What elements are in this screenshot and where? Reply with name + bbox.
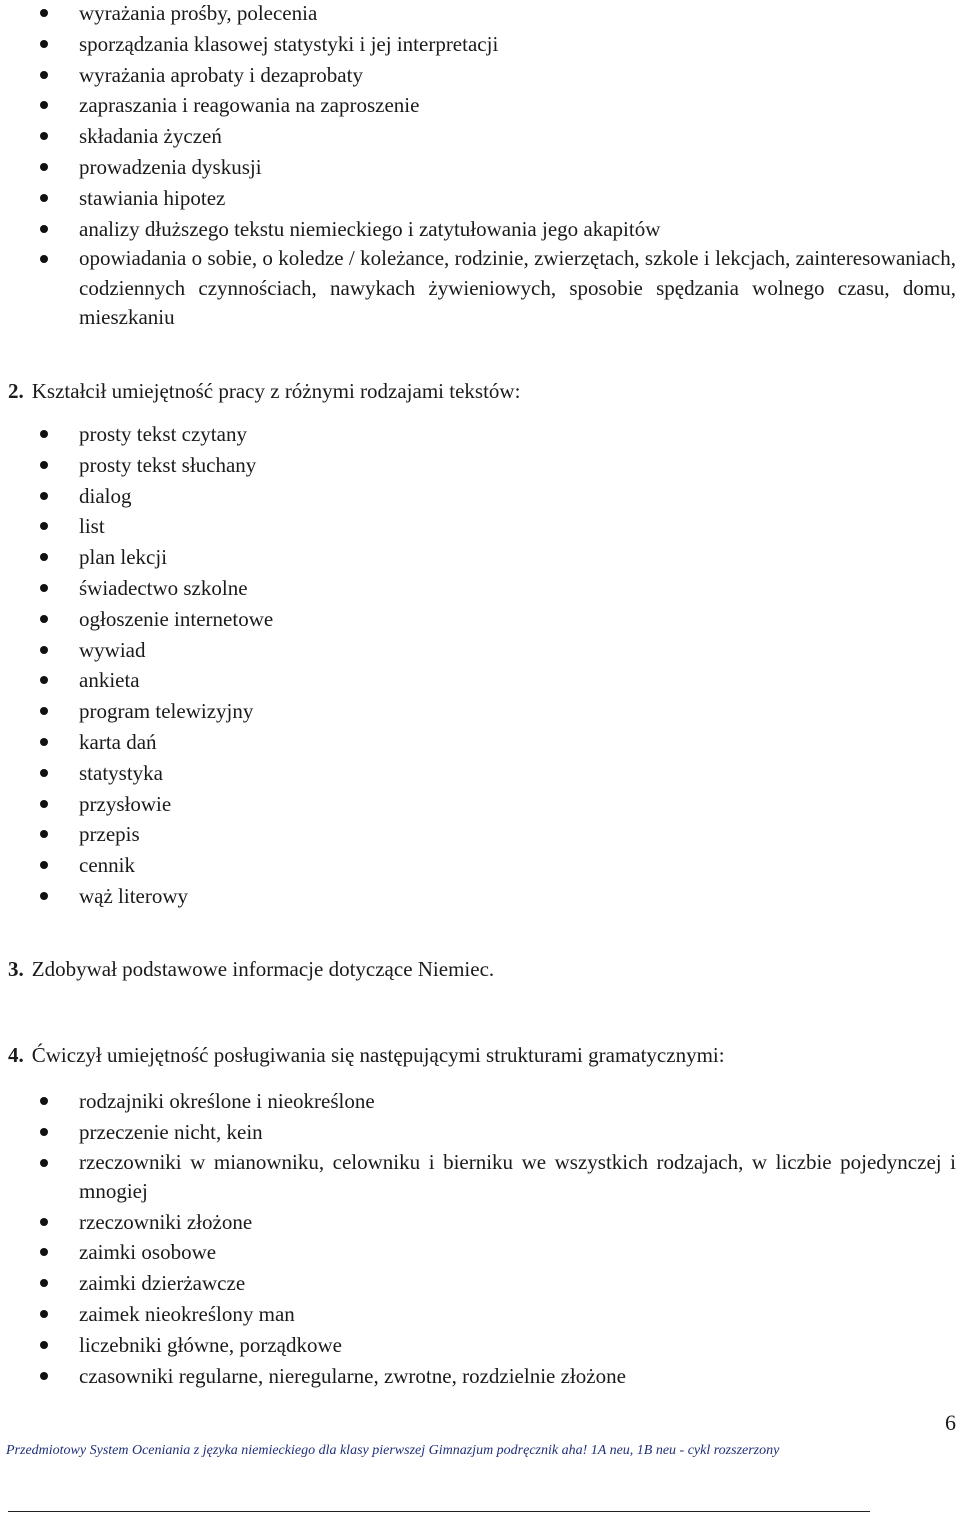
list-item: [0, 1361, 960, 1392]
list-item-text: przeczenie nicht, kein: [79, 1119, 263, 1144]
bullet-icon: [40, 1372, 48, 1380]
list-item-text: program telewizyjny: [79, 699, 254, 724]
list-item: [0, 573, 960, 604]
list-item: [0, 1237, 960, 1268]
list-item: [0, 419, 960, 450]
bullet-icon: [40, 584, 48, 592]
list-item: [0, 789, 960, 820]
list-item: [0, 450, 960, 481]
list-item-text: zaimek nieokreślony man: [79, 1301, 295, 1326]
list-item: [0, 1299, 960, 1330]
skills-list: [0, 0, 960, 333]
section-title: Zdobywał podstawowe informacje dotyczące Niemiec.: [31, 957, 495, 981]
bullet-icon: [40, 1310, 48, 1318]
list-item-text: wyrażania prośby, polecenia: [79, 1, 318, 25]
list-item-text: rzeczowniki złożone: [79, 1209, 253, 1234]
list-item: [0, 121, 960, 152]
list-item-text: dialog: [79, 483, 132, 508]
list-item-text: prosty tekst słuchany: [79, 452, 257, 477]
list-item-text: prowadzenia dyskusji: [79, 154, 262, 179]
list-item-text: karta dań: [79, 729, 157, 754]
bullet-icon: [40, 255, 48, 263]
list-item: [0, 881, 960, 912]
bullet-icon: [40, 676, 48, 684]
bullet-icon: [40, 615, 48, 623]
section-2-heading: [8, 376, 520, 406]
list-item-text: stawiania hipotez: [79, 185, 226, 210]
list-item-text: sporządzania klasowej statystyki i jej interpretacji: [79, 31, 499, 56]
section-3-heading: [8, 954, 494, 984]
page-number: 6: [945, 1410, 956, 1435]
bullet-icon: [40, 830, 48, 838]
bullet-icon: [40, 163, 48, 171]
section-number: 2.: [8, 379, 24, 403]
section-number: 4.: [8, 1043, 24, 1067]
list-item: [0, 90, 960, 121]
bullet-icon: [40, 861, 48, 869]
bullet-icon: [40, 707, 48, 715]
list-item-text: zaimki osobowe: [79, 1240, 217, 1265]
bullet-icon: [40, 1097, 48, 1105]
list-item-text: prosty tekst czytany: [79, 422, 247, 446]
list-item-text: rzeczowniki w mianowniku, celowniku i bierniku we wszystkich rodzajach, w liczbie pojedynczej i mnogiej: [79, 1149, 956, 1204]
list-item-text: list: [79, 514, 105, 539]
bullet-icon: [40, 522, 48, 530]
list-item: [0, 152, 960, 183]
list-item: [0, 511, 960, 542]
list-item-text: przysłowie: [79, 791, 172, 816]
list-item: [0, 542, 960, 573]
bullet-icon: [40, 225, 48, 233]
bullet-icon: [40, 430, 48, 438]
bullet-icon: [40, 1279, 48, 1287]
bullet-icon: [40, 892, 48, 900]
list-item: [0, 1086, 960, 1117]
list-item: [0, 29, 960, 60]
text-types-list: [0, 419, 960, 912]
bullet-icon: [40, 738, 48, 746]
bullet-icon: [40, 101, 48, 109]
bullet-icon: [40, 1159, 48, 1167]
list-item: [0, 481, 960, 512]
list-item-text: plan lekcji: [79, 545, 168, 570]
list-item-text: liczebniki główne, porządkowe: [79, 1332, 342, 1357]
bullet-icon: [40, 1341, 48, 1349]
section-4-heading: [8, 1040, 725, 1070]
list-item: [0, 758, 960, 789]
list-item-text: rodzajniki określone i nieokreślone: [79, 1089, 375, 1113]
list-item-text: wyrażania aprobaty i dezaprobaty: [79, 62, 363, 87]
bullet-icon: [40, 800, 48, 808]
list-item: [0, 1268, 960, 1299]
list-item: [0, 727, 960, 758]
section-number: 3.: [8, 957, 24, 981]
list-item-text: statystyka: [79, 760, 163, 785]
bullet-icon: [40, 9, 48, 17]
bullet-icon: [40, 461, 48, 469]
section-title: Ćwiczył umiejętność posługiwania się następującymi strukturami gramatycznymi:: [31, 1043, 725, 1067]
bullet-icon: [40, 1248, 48, 1256]
bullet-icon: [40, 1218, 48, 1226]
list-item-text: świadectwo szkolne: [79, 575, 248, 600]
list-item-text: analizy dłuższego tekstu niemieckiego i zatytułowania jego akapitów: [79, 216, 661, 241]
list-item-text: zapraszania i reagowania na zaproszenie: [79, 93, 420, 118]
list-item: [0, 1148, 960, 1207]
list-item-text: ankieta: [79, 668, 140, 693]
footer-rule: [8, 1511, 870, 1512]
section-title: Kształcił umiejętność pracy z różnymi rodzajami tekstów:: [31, 379, 521, 403]
list-item: [0, 850, 960, 881]
bullet-icon: [40, 132, 48, 140]
list-item-text: opowiadania o sobie, o koledze / koleżance, rodzinie, zwierzętach, szkole i lekcjach, zainteresowaniach, codziennych czynnościach, nawykach żywieniowych, sposobie spędzania wolnego czasu, domu, mieszkaniu: [79, 246, 956, 330]
list-item: [0, 244, 960, 333]
list-item: [0, 665, 960, 696]
list-item-text: wąż literowy: [79, 883, 189, 908]
list-item-text: cennik: [79, 853, 135, 878]
grammar-structures-list: [0, 1086, 960, 1391]
bullet-icon: [40, 1128, 48, 1136]
bullet-icon: [40, 553, 48, 561]
list-item: [0, 604, 960, 635]
bullet-icon: [40, 492, 48, 500]
list-item-text: wywiad: [79, 637, 146, 662]
bullet-icon: [40, 40, 48, 48]
list-item: [0, 696, 960, 727]
list-item: [0, 1330, 960, 1361]
list-item-text: składania życzeń: [79, 124, 222, 149]
list-item: [0, 1117, 960, 1148]
bullet-icon: [40, 71, 48, 79]
list-item: [0, 1207, 960, 1238]
list-item-text: czasowniki regularne, nieregularne, zwrotne, rozdzielnie złożone: [79, 1363, 626, 1388]
list-item: [0, 0, 960, 29]
bullet-icon: [40, 646, 48, 654]
bullet-icon: [40, 769, 48, 777]
list-item-text: zaimki dzierżawcze: [79, 1271, 246, 1296]
list-item: [0, 60, 960, 91]
list-item: [0, 819, 960, 850]
list-item: [0, 214, 960, 245]
list-item: [0, 635, 960, 666]
list-item-text: ogłoszenie internetowe: [79, 606, 274, 631]
footer-text: Przedmiotowy System Oceniania z języka niemieckiego dla klasy pierwszej Gimnazjum podręcznik aha! 1A neu, 1B neu - cykl rozszerzony: [6, 1443, 780, 1458]
bullet-icon: [40, 194, 48, 202]
list-item-text: przepis: [79, 822, 140, 847]
list-item: [0, 183, 960, 214]
